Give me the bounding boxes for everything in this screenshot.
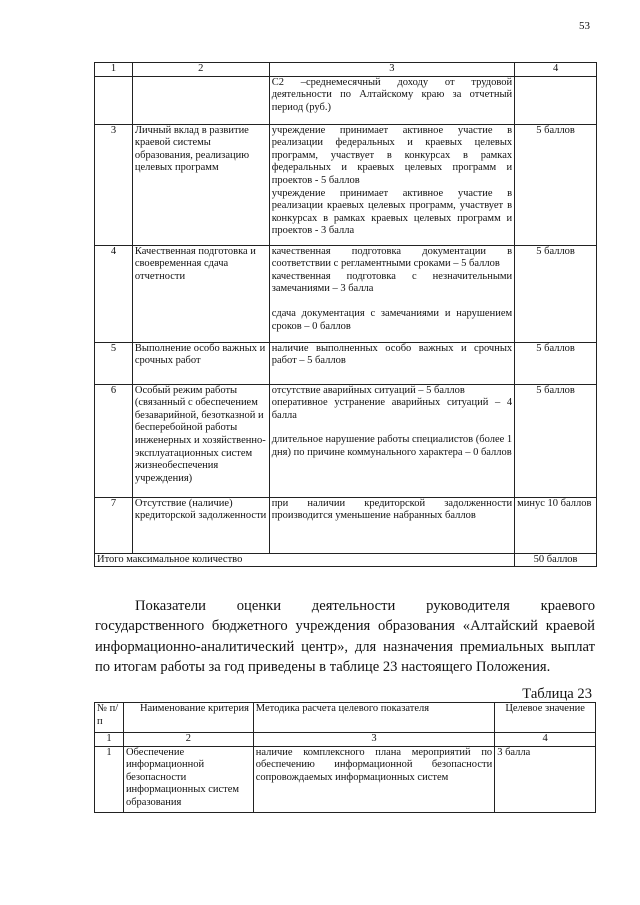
method-line: учреждение принимает активное участие в реализации федеральных и краевых целевых программ, участвует в конкурсах в рамках федеральных и краевых целевых программ и проектов - 5 баллов [271, 124, 513, 186]
row-value: минус 10 баллов [515, 497, 597, 553]
row-criterion: Личный вклад в развитие краевой системы образования, реализацию целевых программ [132, 124, 269, 245]
row-method [269, 497, 514, 553]
table-row [95, 245, 597, 342]
row-value: 5 баллов [515, 342, 597, 384]
row-c2-text: С2 –среднемесячный доходу от трудовой деятельности по Алтайскому краю за отчетный период (руб.) [269, 76, 514, 124]
row-number: 4 [95, 245, 133, 342]
row-value: 5 баллов [515, 384, 597, 497]
table-caption: Таблица 23 [522, 686, 592, 702]
row-method [269, 342, 514, 384]
table-number-row [95, 733, 596, 747]
method-line: сдача документация с замечаниями и нарушением сроков – 0 баллов [271, 307, 513, 332]
row-number: 7 [95, 497, 133, 553]
row-number: 1 [95, 746, 124, 812]
row-criterion: Выполнение особо важных и срочных работ [132, 342, 269, 384]
row-criterion: Качественная подготовка и своевременная сдача отчетности [132, 245, 269, 342]
row-criterion: Обеспечение информационной безопасности информационных систем образования [123, 746, 253, 812]
col-header: Наименование критерия [123, 703, 253, 733]
method-line: длительное нарушение работы специалистов (более 1 дня) по причине коммунального характера – 0 баллов [271, 434, 513, 458]
col-number: 3 [253, 733, 494, 747]
method-line: отсутствие аварийных ситуаций – 5 баллов [271, 384, 465, 396]
row-method [269, 384, 514, 497]
col-header: 2 [132, 63, 269, 77]
table-header-row [95, 63, 597, 77]
col-header: Целевое значение [495, 703, 596, 733]
total-value: 50 баллов [515, 553, 597, 567]
table-header-row [95, 703, 596, 733]
method-line: учреждение принимает активное участие в реализации краевых целевых программ, участвует в конкурсах в рамках краевых целевых программ и проектов - 3 балла [271, 187, 513, 237]
table-row [95, 76, 597, 124]
method-line: качественная подготовка с незначительными замечаниями – 3 балла [271, 270, 513, 295]
row-criterion: Отсутствие (наличие) кредиторской задолженности [132, 497, 269, 553]
method-line: при наличии кредиторской задолженности производится уменьшение набранных баллов [271, 497, 513, 522]
row-number: 5 [95, 342, 133, 384]
method-line: оперативное устранение аварийных ситуаций – 4 балла [271, 397, 513, 421]
col-number: 1 [95, 733, 124, 747]
total-row [95, 553, 597, 567]
col-header: № п/п [95, 703, 124, 733]
row-method [269, 245, 514, 342]
table-row [95, 342, 597, 384]
table-row [95, 384, 597, 497]
body-paragraph: Показатели оценки деятельности руководителя краевого государственного бюджетного учреждения образования «Алтайский краевой информационно-аналитический центр», для назначения премиальных выплат по итогам работы за год приведены в таблице 23 настоящего Положения. [95, 598, 595, 676]
table-row [95, 124, 597, 245]
page-number: 53 [579, 20, 590, 32]
table-row [95, 497, 597, 553]
criteria-table [94, 62, 597, 567]
row-method: наличие комплексного плана мероприятий по обеспечению информационной безопасности сопровождаемых информационных систем [253, 746, 494, 812]
method-line: наличие выполненных особо важных и срочных работ – 5 баллов [271, 342, 513, 367]
row-method [269, 124, 514, 245]
col-header: 4 [515, 63, 597, 77]
method-line: качественная подготовка документации в соответствии с регламентными сроками – 5 баллов [271, 245, 513, 270]
col-number: 4 [495, 733, 596, 747]
col-header: 1 [95, 63, 133, 77]
row-value: 5 баллов [515, 124, 597, 245]
col-header: Методика расчета целевого показателя [253, 703, 494, 733]
row-value: 5 баллов [515, 245, 597, 342]
row-number: 3 [95, 124, 133, 245]
table-23 [94, 702, 596, 813]
row-criterion: Особый режим работы (связанный с обеспечением безаварийной, безотказной и бесперебойной работы инженерных и хозяйственно- эксплуатационных систем жизнеобеспечения учреждения) [132, 384, 269, 497]
table-row [95, 746, 596, 812]
total-label: Итого максимальное количество [95, 553, 515, 567]
col-header: 3 [269, 63, 514, 77]
col-number: 2 [123, 733, 253, 747]
row-number: 6 [95, 384, 133, 497]
row-value: 3 балла [495, 746, 596, 812]
